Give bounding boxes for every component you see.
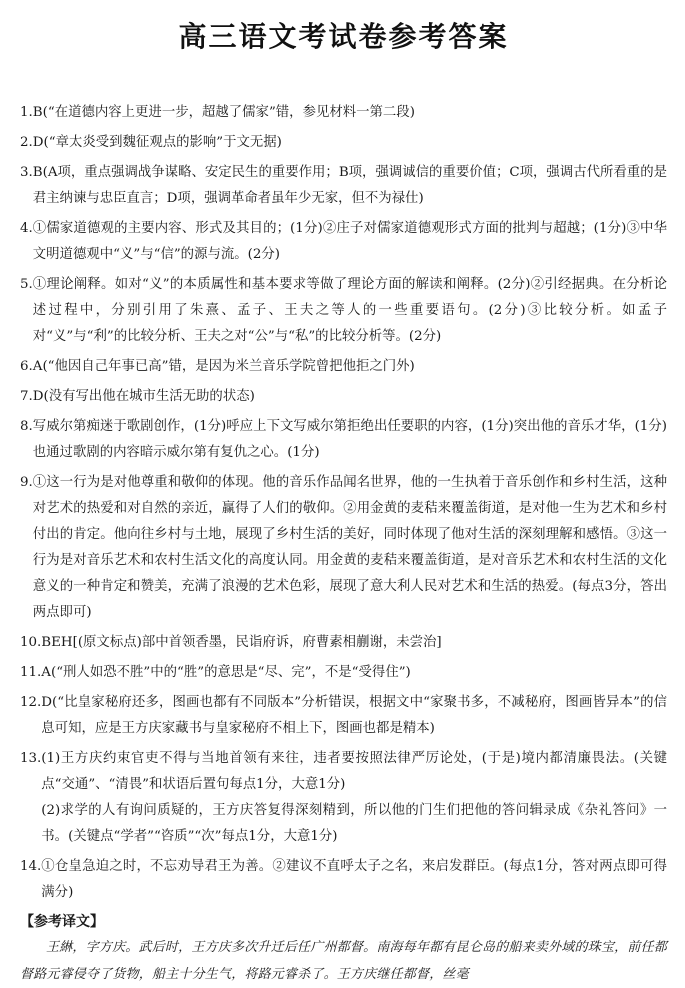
answer-text: D(“比皇家秘府还多，图画也都有不同版本”分析错误，根据文中“家聚书多，不减秘府，图画皆异本”的信息可知，应是王方庆家藏书与皇家秘府不相上下，图画也都是精本)	[41, 695, 667, 736]
answer-text: 写威尔第痴迷于歌剧创作，(1分)呼应上下文写威尔第拒绝出任要职的内容，(1分)突出他的音乐才华，(1分)也通过歌剧的内容暗示威尔第有复仇之心。(1分)	[32, 419, 667, 460]
answer-text: D(“章太炎受到魏征观点的影响”于文无据)	[32, 135, 282, 150]
answer-number: 8.	[20, 419, 33, 434]
answer-number: 9.	[20, 475, 33, 490]
answer-item-10	[20, 630, 667, 656]
answer-item-2	[20, 130, 667, 156]
answer-text: A(“刑人如恐不胜”中的“胜”的意思是“尽、完”，不是“受得住”)	[41, 665, 411, 680]
answer-text: ①仓皇急迫之时，不忘劝导君王为善。②建议不直呼太子之名，来启发群臣。(每点1分，答对两点即可得满分)	[41, 859, 667, 900]
answer-text: ①儒家道德观的主要内容、形式及其目的；(1分)②庄子对儒家道德观形式方面的批判与超越；(1分)③中华文明道德观中“义”与“信”的源与流。(2分)	[32, 221, 667, 262]
answer-item-9	[20, 470, 667, 626]
answer-item-5	[20, 272, 667, 350]
answer-item-14	[20, 854, 667, 906]
answer-number: 14.	[20, 859, 42, 874]
answer-text: D(没有写出他在城市生活无助的状态)	[32, 389, 255, 404]
answer-number: 12.	[20, 695, 42, 710]
answer-text: A(“他因自己年事已高”错，是因为米兰音乐学院曾把他拒之门外)	[32, 359, 415, 374]
answer-text: B(“在道德内容上更进一步，超越了儒家”错，参见材料一第二段)	[32, 105, 415, 120]
answer-number: 4.	[20, 221, 33, 236]
answer-text-block	[41, 746, 667, 850]
answer-number: 7.	[20, 389, 33, 404]
answer-item-8	[20, 414, 667, 466]
answer-number: 13.	[20, 751, 42, 766]
answer-item-7	[20, 384, 667, 410]
answer-text: B(A项，重点强调战争谋略、安定民生的重要作用；B项，强调诚信的重要价值；C项，强调古代所看重的是君主纳谏与忠臣直言；D项，强调革命者虽年少无家，但不为禄仕)	[32, 165, 667, 206]
answer-number: 2.	[20, 135, 33, 150]
answer-text: BEH[(原文标点)部中首领香墨，民诣府诉，府曹素相蒯谢，未尝治]	[41, 635, 442, 650]
answer-number: 3.	[20, 165, 33, 180]
answer-subpart-2: (2)求学的人有询问质疑的，王方庆答复得深刻精到，所以他的门生们把他的答问辑录成《杂礼答问》一书。(关键点“学者”“咨质”“次”每点1分，大意1分)	[41, 803, 667, 844]
translation-paragraph: 王綝，字方庆。武后时，王方庆多次升迁后任广州都督。南海每年都有昆仑岛的船来卖外域的珠宝，前任都督路元睿侵夺了货物，船主十分生气，将路元睿杀了。王方庆继任都督，丝毫	[20, 940, 667, 982]
answer-item-12	[20, 690, 667, 742]
answer-item-3	[20, 160, 667, 212]
answer-number: 10.	[20, 635, 42, 650]
answer-list	[20, 100, 667, 906]
answer-text: ①理论阐释。如对“义”的本质属性和基本要求等做了理论方面的解读和阐释。(2分)②引经据典。在分析论述过程中，分别引用了朱熹、孟子、王夫之等人的一些重要语句。(2分)③比较分析。如孟子对“义”与“利”的比较分析、王夫之对“公”与“私”的比较分析等。(2分)	[32, 277, 667, 344]
answer-text: ①这一行为是对他尊重和敬仰的体现。他的音乐作品闻名世界，他的一生执着于音乐创作和乡村生活，这种对艺术的热爱和对自然的亲近，赢得了人们的敬仰。②用金黄的麦秸来覆盖街道，是对他一生为艺术和乡村付出的肯定。他向往乡村与土地，展现了乡村生活的美好，同时体现了他对生活的深刻理解和感悟。③这一行为是对音乐艺术和农村生活文化的高度认同。用金黄的麦秸来覆盖街道，是对音乐艺术和农村生活的文化意义的一种肯定和赞美，充满了浪漫的艺术色彩，展现了意大利人民对艺术和生活的热爱。(每点3分，答出两点即可)	[32, 475, 667, 620]
page-title: 高三语文考试卷参考答案	[178, 20, 509, 53]
answer-item-6	[20, 354, 667, 380]
answer-item-13	[20, 746, 667, 850]
answer-subpart-1: (1)王方庆约束官吏不得与当地首领有来往，违者要按照法律严厉论处，(于是)境内都清廉畏法。(关键点“交通”、“清畏”和状语后置句每点1分，大意1分)	[41, 751, 667, 792]
answer-item-4	[20, 216, 667, 268]
answer-number: 1.	[20, 105, 33, 120]
answer-number: 5.	[20, 277, 33, 292]
answer-item-11	[20, 660, 667, 686]
answer-item-1	[20, 100, 667, 126]
answer-number: 6.	[20, 359, 33, 374]
translation-heading: 【参考译文】	[20, 914, 104, 930]
answer-number: 11.	[20, 665, 42, 680]
